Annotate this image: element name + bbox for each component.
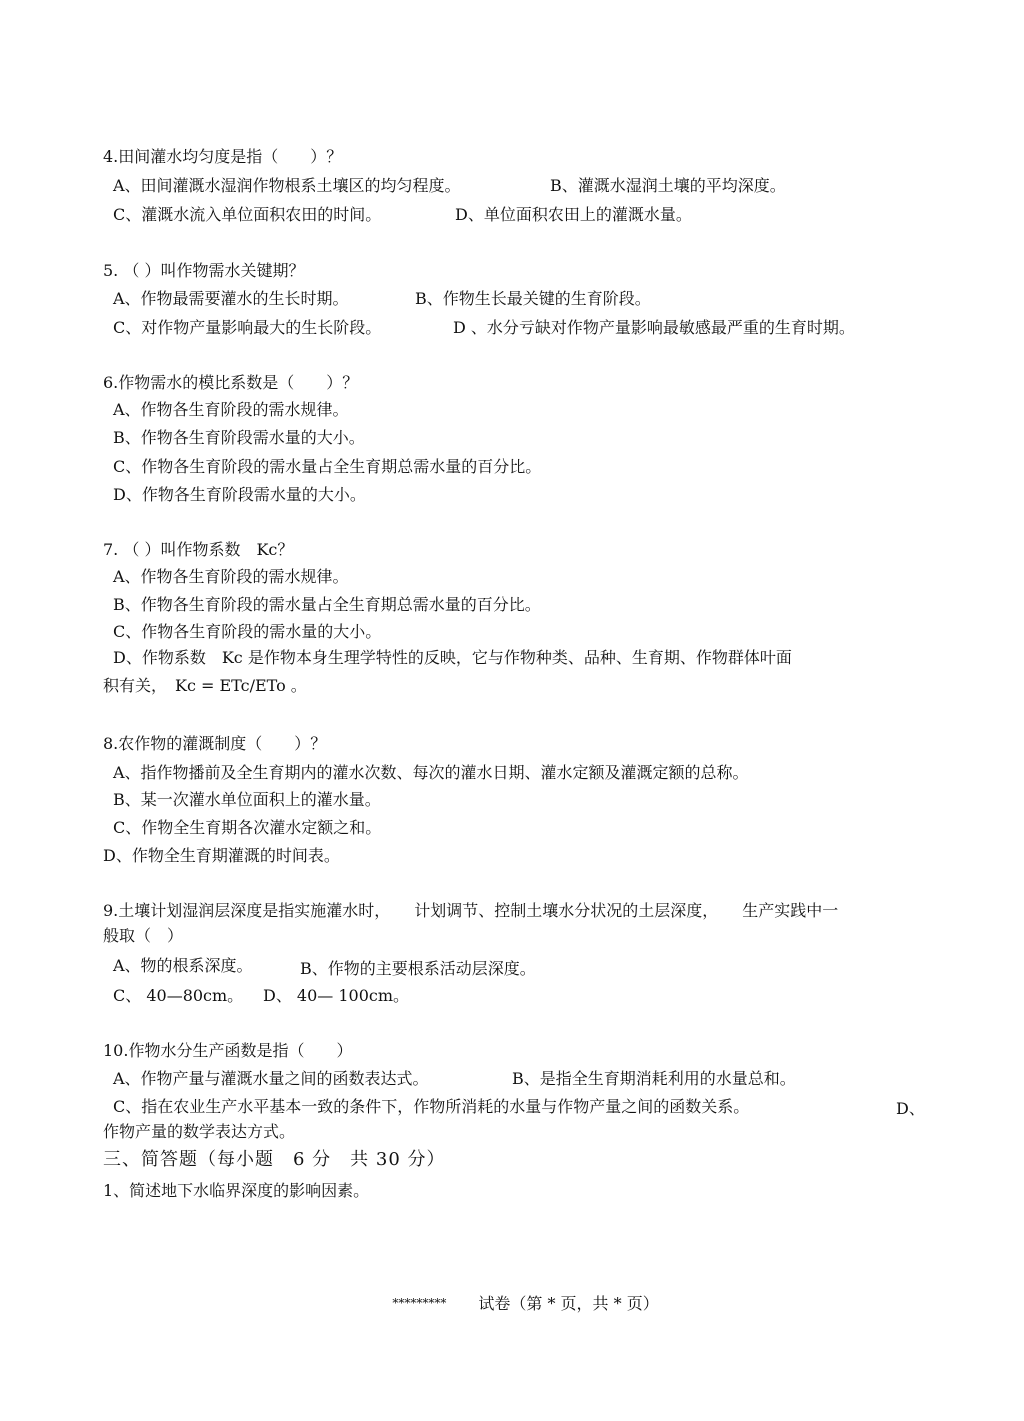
question-10-option-d-cont: 作物产量的数学表达方式。 — [103, 1122, 296, 1141]
question-7-option-b: B、作物各生育阶段的需水量占全生育期总需水量的百分比。 — [113, 595, 541, 614]
question-7-option-d: D、作物系数 Kc 是作物本身生理学特性的反映，它与作物种类、品种、生育期、作物群体叶面 — [113, 648, 792, 667]
question-8-option-b: B、某一次灌水单位面积上的灌水量。 — [113, 790, 381, 809]
footer-page-text: 试卷（第 * 页，共 * 页） — [478, 1294, 659, 1313]
question-8-option-a: A、指作物播前及全生育期内的灌水次数、每次的灌水日期、灌水定额及灌溉定额的总称。 — [113, 763, 749, 782]
question-6-option-d: D、作物各生育阶段需水量的大小。 — [113, 485, 366, 504]
question-5-stem: 5. （ ）叫作物需水关键期？ — [103, 261, 305, 280]
short-answer-question-1: 1、简述地下水临界深度的影响因素。 — [103, 1181, 370, 1200]
question-10-option-a: A、作物产量与灌溉水量之间的函数表达式。 — [113, 1069, 429, 1088]
question-6-option-a: A、作物各生育阶段的需水规律。 — [113, 400, 349, 419]
question-4-option-d: D、单位面积农田上的灌溉水量。 — [455, 205, 692, 224]
question-9-option-c: C、 40—80cm。 — [113, 986, 244, 1005]
question-8-stem: 8.农作物的灌溉制度（ ）？ — [103, 734, 327, 753]
question-7-stem: 7. （ ）叫作物系数 Kc？ — [103, 540, 294, 559]
question-8-option-c: C、作物全生育期各次灌水定额之和。 — [113, 818, 382, 837]
question-6-option-c: C、作物各生育阶段的需水量占全生育期总需水量的百分比。 — [113, 457, 542, 476]
question-4-stem: 4.田间灌水均匀度是指（ ）？ — [103, 147, 343, 166]
question-10-option-b: B、是指全生育期消耗利用的水量总和。 — [512, 1069, 796, 1088]
footer-spacer — [446, 1294, 478, 1313]
question-4-option-a: A、田间灌溉水湿润作物根系土壤区的均匀程度。 — [113, 176, 461, 195]
footer-stars: ********* — [392, 1296, 447, 1310]
section-3-heading: 三、简答题（每小题 6 分 共 30 分） — [103, 1149, 446, 1170]
question-10-option-c: C、指在农业生产水平基本一致的条件下，作物所消耗的水量与作物产量之间的函数关系。 — [113, 1097, 750, 1116]
question-7-option-a: A、作物各生育阶段的需水规律。 — [113, 567, 349, 586]
question-7-option-c: C、作物各生育阶段的需水量的大小。 — [113, 622, 382, 641]
question-9-option-d: D、 40— 100cm。 — [263, 986, 410, 1005]
question-4-option-b: B、灌溉水湿润土壤的平均深度。 — [550, 176, 786, 195]
question-5-option-c: C、对作物产量影响最大的生长阶段。 — [113, 318, 382, 337]
question-9-stem-cont: 般取（ ） — [103, 926, 184, 945]
question-10-stem: 10.作物水分生产函数是指（ ） — [103, 1041, 353, 1060]
question-5-option-d: D 、水分亏缺对作物产量影响最敏感最严重的生育时期。 — [453, 318, 855, 337]
question-9-option-b: B、作物的主要根系活动层深度。 — [300, 959, 536, 978]
question-7-option-d-cont: 积有关， Kc = ETc/ETo 。 — [103, 676, 307, 695]
question-6-stem: 6.作物需水的模比系数是（ ）？ — [103, 373, 359, 392]
question-5-option-b: B、作物生长最关键的生育阶段。 — [415, 289, 651, 308]
page-footer — [372, 1273, 659, 1334]
question-9-option-a: A、物的根系深度。 — [113, 956, 253, 975]
question-5-option-a: A、作物最需要灌水的生长时期。 — [113, 289, 349, 308]
question-10-option-d: D、 — [896, 1099, 925, 1118]
question-9-stem: 9.土壤计划湿润层深度是指实施灌水时， 计划调节、控制土壤水分状况的土层深度， 生产实践中一 — [103, 901, 839, 920]
question-8-option-d: D、作物全生育期灌溉的时间表。 — [103, 846, 340, 865]
question-4-option-c: C、灌溉水流入单位面积农田的时间。 — [113, 205, 382, 224]
question-6-option-b: B、作物各生育阶段需水量的大小。 — [113, 428, 365, 447]
